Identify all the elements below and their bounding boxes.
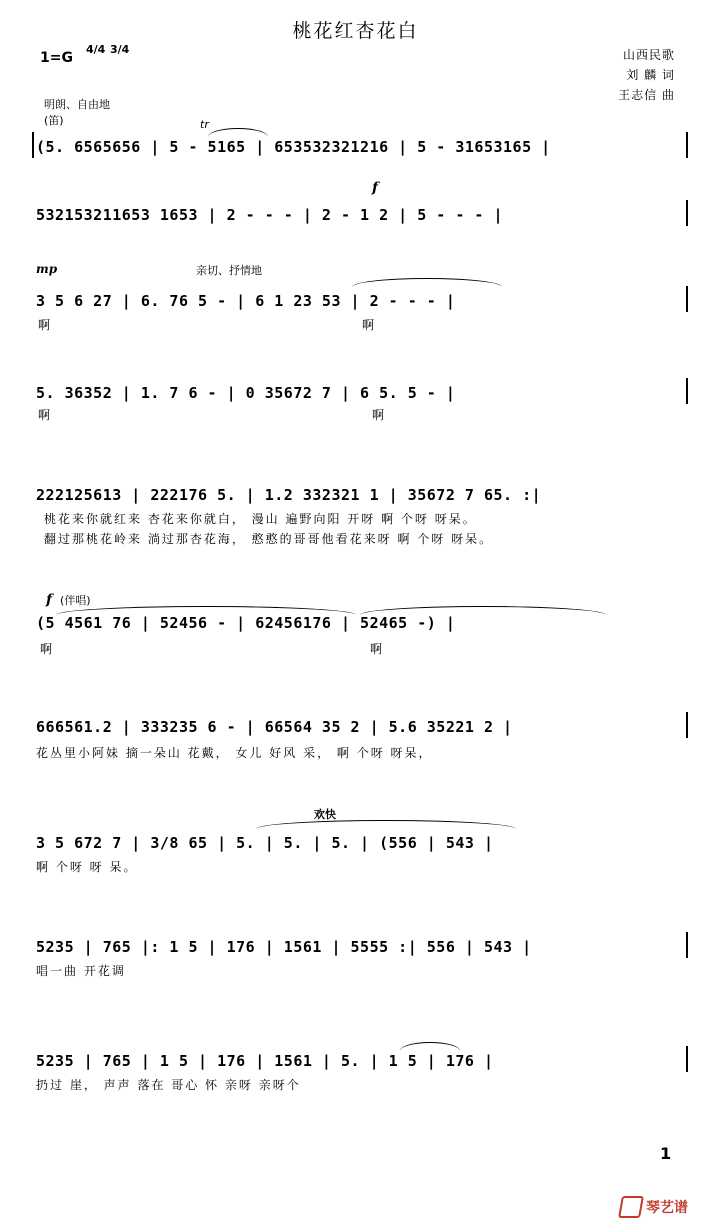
bar-line bbox=[32, 132, 34, 158]
logo-icon bbox=[618, 1196, 644, 1218]
notation-line-2: 532153211653 1653 | 2 - - - | 2 - 1 2 | 5 - - - | bbox=[36, 206, 504, 224]
lyric-line: 花丛里小阿妹 摘一朵山 花戴， 女儿 好风 采， 啊 个呀 呀呆， bbox=[36, 746, 433, 760]
key-signature: 1=G bbox=[40, 50, 73, 66]
lyric-line: 啊 个呀 呀 呆。 bbox=[36, 860, 138, 874]
notation-line-7: 666561.2 | 333235 6 - | 66564 35 2 | 5.6 35221 2 | bbox=[36, 718, 513, 736]
expression-marking: 亲切、抒情地 bbox=[196, 264, 262, 277]
slur bbox=[256, 820, 516, 829]
slur bbox=[208, 128, 268, 137]
lyric-line: 啊 bbox=[370, 642, 385, 656]
bar-line bbox=[686, 286, 688, 312]
lyric-line: 啊 bbox=[362, 318, 377, 332]
lyric-line: 扔过 崖， 声声 落在 哥心 怀 亲呀 亲呀个 bbox=[36, 1078, 301, 1092]
trill-marking: tr bbox=[200, 118, 209, 131]
instrument-marking: (笛) bbox=[44, 114, 64, 127]
page-title: 桃花红杏花白 bbox=[292, 20, 419, 42]
bar-line bbox=[686, 712, 688, 738]
time-signature-1: 4/4 bbox=[86, 43, 106, 56]
dynamic-mezzo-piano: mp bbox=[36, 262, 58, 276]
logo-text: 琴艺谱 bbox=[646, 1200, 688, 1216]
notation-line-4: 5. 36352 | 1. 7 6 - | 0 35672 7 | 6 5. 5 - | bbox=[36, 384, 456, 402]
notation-line-6: (5 4561 76 | 52456 - | 62456176 | 52465 -) | bbox=[36, 614, 456, 632]
time-signature-2: 3/4 bbox=[110, 43, 130, 56]
bar-line bbox=[686, 132, 688, 158]
expression-marking: 明朗、自由地 bbox=[44, 98, 110, 111]
slur bbox=[400, 1042, 460, 1051]
bar-line bbox=[686, 1046, 688, 1072]
lyric-line: 啊 bbox=[38, 408, 53, 422]
lyric-line: 啊 bbox=[38, 318, 53, 332]
lyric-line: 唱一曲 开花调 bbox=[36, 964, 126, 978]
notation-line-10: 5235 | 765 | 1 5 | 176 | 1561 | 5. | 1 5 | 176 | bbox=[36, 1052, 494, 1070]
lyric-line: 啊 bbox=[372, 408, 387, 422]
bar-line bbox=[686, 378, 688, 404]
bar-line bbox=[686, 200, 688, 226]
lyric-line-verse-1: 桃花来你就红来 杏花来你就白， 漫山 遍野向阳 开呀 啊 个呀 呀呆。 bbox=[44, 512, 477, 526]
credit-lyricist: 刘 麟 词 bbox=[626, 68, 675, 82]
dynamic-forte: f bbox=[372, 180, 379, 196]
notation-line-1: (5. 6565656 | 5 - 5165 | 653532321216 | 5 - 31653165 | bbox=[36, 138, 551, 156]
expression-marking: 欢快 bbox=[314, 808, 336, 821]
dynamic-forte: f bbox=[46, 592, 53, 608]
notation-line-5: 222125613 | 222176 5. | 1.2 332321 1 | 35672 7 65. :| bbox=[36, 486, 542, 504]
credit-origin: 山西民歌 bbox=[622, 48, 675, 62]
lyric-line: 啊 bbox=[40, 642, 55, 656]
credit-composer: 王志信 曲 bbox=[618, 88, 675, 102]
slur bbox=[352, 278, 502, 287]
notation-line-3: 3 5 6 27 | 6. 76 5 - | 6 1 23 53 | 2 - - - | bbox=[36, 292, 456, 310]
lyric-line-verse-2: 翻过那桃花岭来 淌过那杏花海， 憨憨的哥哥他看花来呀 啊 个呀 呀呆。 bbox=[44, 532, 494, 546]
bar-line bbox=[686, 932, 688, 958]
notation-line-9: 5235 | 765 |: 1 5 | 176 | 1561 | 5555 :| 556 | 543 | bbox=[36, 938, 532, 956]
site-logo bbox=[620, 1196, 688, 1218]
accompaniment-marking: (伴唱) bbox=[60, 594, 91, 607]
page-number: 1 bbox=[660, 1144, 672, 1163]
notation-line-8: 3 5 672 7 | 3/8 65 | 5. | 5. | 5. | (556 | 543 | bbox=[36, 834, 494, 852]
